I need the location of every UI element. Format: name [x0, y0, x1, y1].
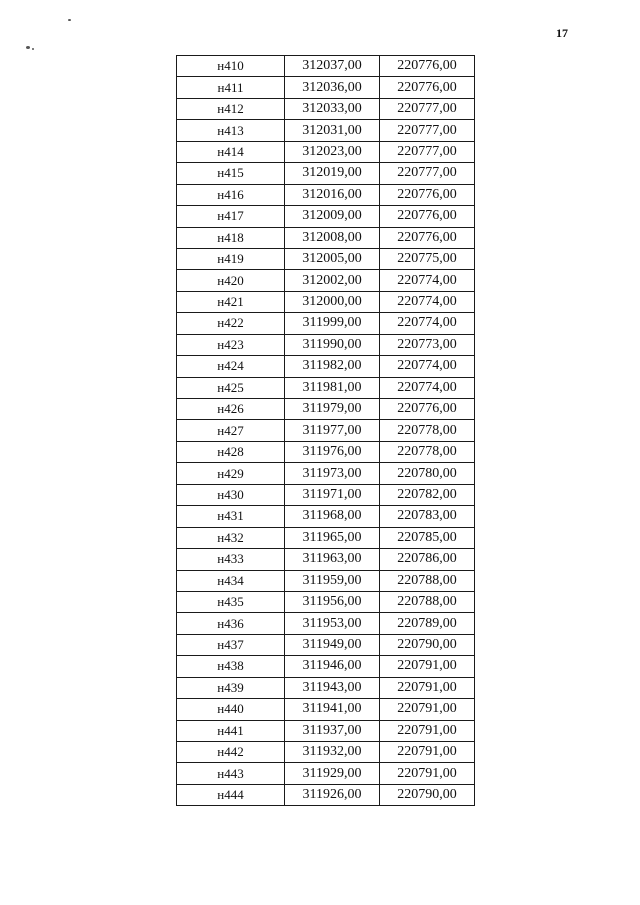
x-coordinate-cell: 311929,00 [285, 763, 380, 784]
x-coordinate-cell: 311937,00 [285, 720, 380, 741]
point-id-cell: н414 [177, 141, 285, 162]
point-id-cell: н434 [177, 570, 285, 591]
x-coordinate-cell: 311979,00 [285, 399, 380, 420]
x-coordinate-cell: 312008,00 [285, 227, 380, 248]
y-coordinate-cell: 220786,00 [380, 549, 475, 570]
scan-speck [32, 48, 34, 50]
y-coordinate-cell: 220776,00 [380, 399, 475, 420]
table-row [177, 98, 475, 119]
table-row [177, 677, 475, 698]
x-coordinate-cell: 311956,00 [285, 591, 380, 612]
y-coordinate-cell: 220791,00 [380, 699, 475, 720]
point-id-cell: н438 [177, 656, 285, 677]
point-id-cell: н422 [177, 313, 285, 334]
point-id-cell: н429 [177, 463, 285, 484]
y-coordinate-cell: 220790,00 [380, 634, 475, 655]
y-coordinate-cell: 220776,00 [380, 184, 475, 205]
point-id-cell: н440 [177, 699, 285, 720]
point-id-cell: н418 [177, 227, 285, 248]
y-coordinate-cell: 220782,00 [380, 484, 475, 505]
y-coordinate-cell: 220774,00 [380, 377, 475, 398]
table-row [177, 784, 475, 805]
y-coordinate-cell: 220791,00 [380, 763, 475, 784]
x-coordinate-cell: 312005,00 [285, 248, 380, 269]
table-row [177, 184, 475, 205]
table-row [177, 206, 475, 227]
table-row [177, 270, 475, 291]
table-row [177, 377, 475, 398]
point-id-cell: н424 [177, 356, 285, 377]
x-coordinate-cell: 312033,00 [285, 98, 380, 119]
y-coordinate-cell: 220776,00 [380, 77, 475, 98]
point-id-cell: н430 [177, 484, 285, 505]
x-coordinate-cell: 311976,00 [285, 441, 380, 462]
table-row [177, 399, 475, 420]
x-coordinate-cell: 311926,00 [285, 784, 380, 805]
x-coordinate-cell: 311949,00 [285, 634, 380, 655]
table-row [177, 313, 475, 334]
x-coordinate-cell: 312002,00 [285, 270, 380, 291]
table-row [177, 420, 475, 441]
x-coordinate-cell: 311990,00 [285, 334, 380, 355]
y-coordinate-cell: 220788,00 [380, 570, 475, 591]
y-coordinate-cell: 220777,00 [380, 141, 475, 162]
table-row [177, 334, 475, 355]
table-row [177, 613, 475, 634]
point-id-cell: н423 [177, 334, 285, 355]
point-id-cell: н443 [177, 763, 285, 784]
table-row [177, 248, 475, 269]
x-coordinate-cell: 312036,00 [285, 77, 380, 98]
x-coordinate-cell: 311973,00 [285, 463, 380, 484]
scan-speck [68, 19, 71, 21]
point-id-cell: н426 [177, 399, 285, 420]
y-coordinate-cell: 220776,00 [380, 227, 475, 248]
point-id-cell: н417 [177, 206, 285, 227]
y-coordinate-cell: 220791,00 [380, 677, 475, 698]
point-id-cell: н415 [177, 163, 285, 184]
table-row [177, 591, 475, 612]
table-row [177, 227, 475, 248]
point-id-cell: н437 [177, 634, 285, 655]
y-coordinate-cell: 220783,00 [380, 506, 475, 527]
x-coordinate-cell: 311959,00 [285, 570, 380, 591]
x-coordinate-cell: 311932,00 [285, 742, 380, 763]
point-id-cell: н435 [177, 591, 285, 612]
x-coordinate-cell: 311982,00 [285, 356, 380, 377]
x-coordinate-cell: 312009,00 [285, 206, 380, 227]
point-id-cell: н412 [177, 98, 285, 119]
y-coordinate-cell: 220789,00 [380, 613, 475, 634]
x-coordinate-cell: 312031,00 [285, 120, 380, 141]
x-coordinate-cell: 312023,00 [285, 141, 380, 162]
table-row [177, 656, 475, 677]
x-coordinate-cell: 311953,00 [285, 613, 380, 634]
x-coordinate-cell: 312037,00 [285, 56, 380, 77]
y-coordinate-cell: 220776,00 [380, 56, 475, 77]
y-coordinate-cell: 220774,00 [380, 270, 475, 291]
coordinates-table-body [177, 56, 475, 806]
table-row [177, 506, 475, 527]
y-coordinate-cell: 220774,00 [380, 291, 475, 312]
table-row [177, 549, 475, 570]
y-coordinate-cell: 220778,00 [380, 441, 475, 462]
page-number: 17 [556, 26, 568, 40]
x-coordinate-cell: 311963,00 [285, 549, 380, 570]
y-coordinate-cell: 220774,00 [380, 356, 475, 377]
point-id-cell: н441 [177, 720, 285, 741]
table-row [177, 634, 475, 655]
x-coordinate-cell: 312016,00 [285, 184, 380, 205]
x-coordinate-cell: 312019,00 [285, 163, 380, 184]
table-row [177, 570, 475, 591]
point-id-cell: н410 [177, 56, 285, 77]
table-row [177, 120, 475, 141]
x-coordinate-cell: 312000,00 [285, 291, 380, 312]
y-coordinate-cell: 220777,00 [380, 163, 475, 184]
y-coordinate-cell: 220773,00 [380, 334, 475, 355]
point-id-cell: н444 [177, 784, 285, 805]
x-coordinate-cell: 311977,00 [285, 420, 380, 441]
y-coordinate-cell: 220777,00 [380, 98, 475, 119]
y-coordinate-cell: 220788,00 [380, 591, 475, 612]
table-row [177, 720, 475, 741]
point-id-cell: н427 [177, 420, 285, 441]
y-coordinate-cell: 220791,00 [380, 742, 475, 763]
table-row [177, 163, 475, 184]
table-row [177, 291, 475, 312]
point-id-cell: н428 [177, 441, 285, 462]
point-id-cell: н439 [177, 677, 285, 698]
point-id-cell: н419 [177, 248, 285, 269]
table-row [177, 141, 475, 162]
x-coordinate-cell: 311941,00 [285, 699, 380, 720]
y-coordinate-cell: 220777,00 [380, 120, 475, 141]
y-coordinate-cell: 220790,00 [380, 784, 475, 805]
x-coordinate-cell: 311999,00 [285, 313, 380, 334]
y-coordinate-cell: 220775,00 [380, 248, 475, 269]
x-coordinate-cell: 311981,00 [285, 377, 380, 398]
coordinates-table [176, 55, 475, 806]
y-coordinate-cell: 220780,00 [380, 463, 475, 484]
y-coordinate-cell: 220791,00 [380, 720, 475, 741]
point-id-cell: н433 [177, 549, 285, 570]
x-coordinate-cell: 311965,00 [285, 527, 380, 548]
point-id-cell: н420 [177, 270, 285, 291]
table-row [177, 463, 475, 484]
point-id-cell: н411 [177, 77, 285, 98]
table-row [177, 484, 475, 505]
y-coordinate-cell: 220778,00 [380, 420, 475, 441]
y-coordinate-cell: 220791,00 [380, 656, 475, 677]
point-id-cell: н431 [177, 506, 285, 527]
table-row [177, 699, 475, 720]
point-id-cell: н436 [177, 613, 285, 634]
point-id-cell: н425 [177, 377, 285, 398]
table-row [177, 763, 475, 784]
y-coordinate-cell: 220774,00 [380, 313, 475, 334]
table-row [177, 742, 475, 763]
scan-speck [26, 46, 30, 49]
table-row [177, 56, 475, 77]
y-coordinate-cell: 220785,00 [380, 527, 475, 548]
table-row [177, 77, 475, 98]
table-row [177, 527, 475, 548]
y-coordinate-cell: 220776,00 [380, 206, 475, 227]
x-coordinate-cell: 311968,00 [285, 506, 380, 527]
x-coordinate-cell: 311943,00 [285, 677, 380, 698]
table-row [177, 441, 475, 462]
point-id-cell: н416 [177, 184, 285, 205]
point-id-cell: н432 [177, 527, 285, 548]
x-coordinate-cell: 311946,00 [285, 656, 380, 677]
point-id-cell: н421 [177, 291, 285, 312]
point-id-cell: н442 [177, 742, 285, 763]
x-coordinate-cell: 311971,00 [285, 484, 380, 505]
point-id-cell: н413 [177, 120, 285, 141]
table-row [177, 356, 475, 377]
